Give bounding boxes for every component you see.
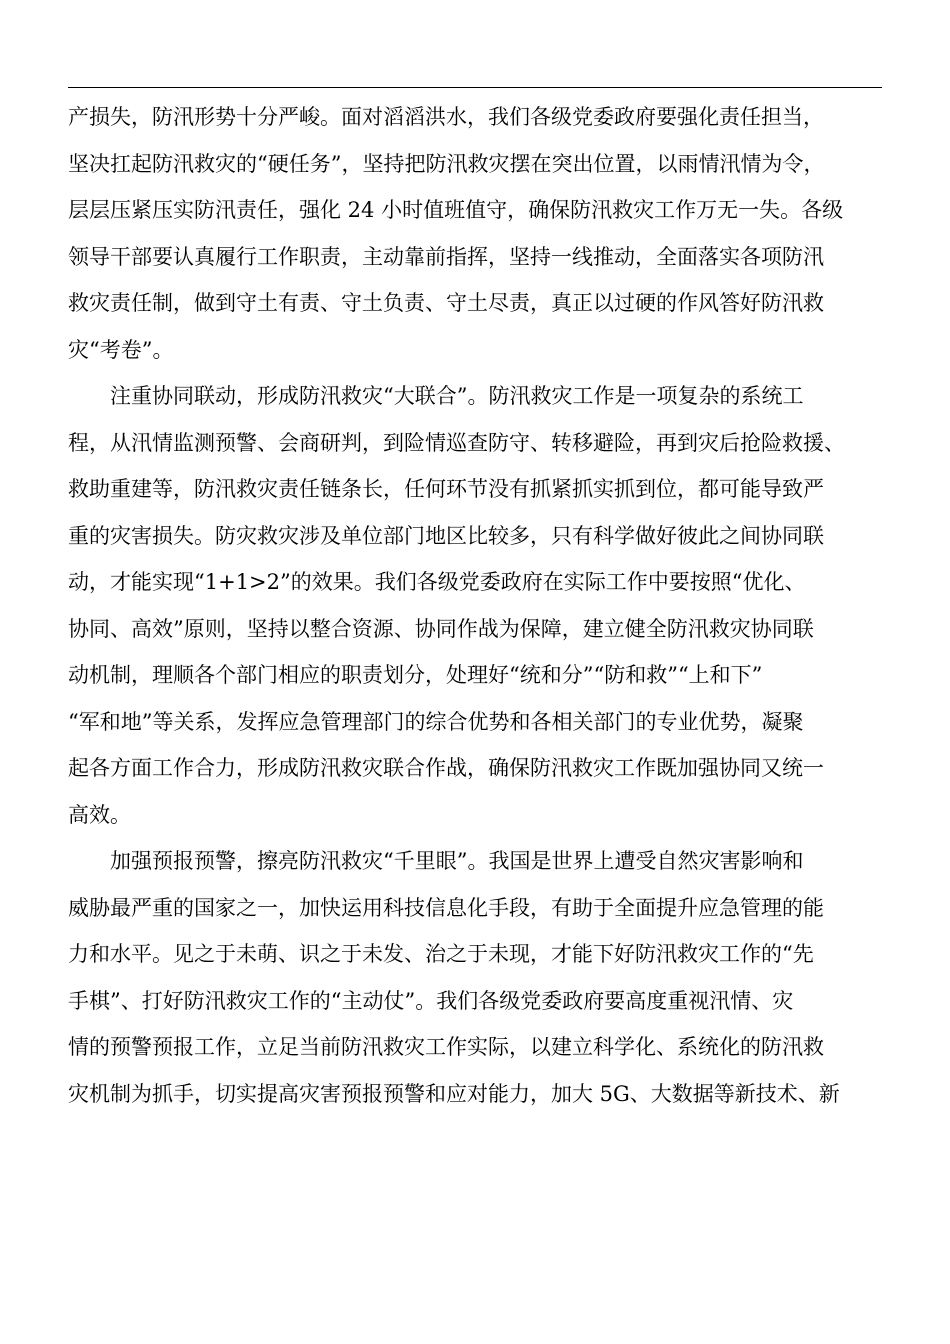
header-rule — [68, 87, 882, 88]
document-body — [68, 94, 888, 1117]
paragraph-early-warning: 加强预报预警，擦亮防汛救灾“千里眼”。我国是世界上遭受自然灾害影响和 威胁最严重的国家之一，加快运用科技信息化手段，有助于全面提升应急管理的能 力和水平。见之于未萌、识之于未发、治之于未现，才能下好防汛救灾工作的“先 手棋”、打好防汛救灾工作的“主动仗”。我们各级党委政府要高度重视汛情、灾 情的预警预报工作，立足当前防汛救灾工作实际，以建立科学化、系统化的防汛救 灾机制为抓手，切实提高灾害预报预警和应对能力，加大 5G、大数据等新技术、新 — [68, 849, 840, 1106]
paragraph-coordination: 注重协同联动，形成防汛救灾“大联合”。防汛救灾工作是一项复杂的系统工 程，从汛情监测预警、会商研判，到险情巡查防守、转移避险，再到灾后抢险救援、 救助重建等，防汛救灾责任链条长，任何环节没有抓紧抓实抓到位，都可能导致严 重的灾害损失。防灾救灾涉及单位部门地区比较多，只有科学做好彼此之间协同联 动，才能实现“1+1>2”的效果。我们各级党委政府在实际工作中要按照“优化、 协同、高效”原则，坚持以整合资源、协同作战为保障，建立健全防汛救灾协同联 动机制，理顺各个部门相应的职责划分，处理好“统和分”“防和救”“上和下” “军和地”等关系，发挥应急管理部门的综合优势和各相关部门的专业优势，凝聚 起各方面工作合力，形成防汛救灾联合作战，确保防汛救灾工作既加强协同又统一 高效。 — [68, 384, 845, 827]
paragraph-flood-responsibility: 产损失，防汛形势十分严峻。面对滔滔洪水，我们各级党委政府要强化责任担当， 坚决扛起防汛救灾的“硬任务”，坚持把防汛救灾摆在突出位置，以雨情汛情为令， 层层压紧压实防汛责任，强化 24 小时值班值守，确保防汛救灾工作万无一失。各级 领导干部要认真履行工作职责，主动靠前指挥，坚持一线推动，全面落实各项防汛 救灾责任制，做到守土有责、守土负责、守土尽责，真正以过硬的作风答好防汛救 灾“考卷”。 — [68, 105, 844, 362]
